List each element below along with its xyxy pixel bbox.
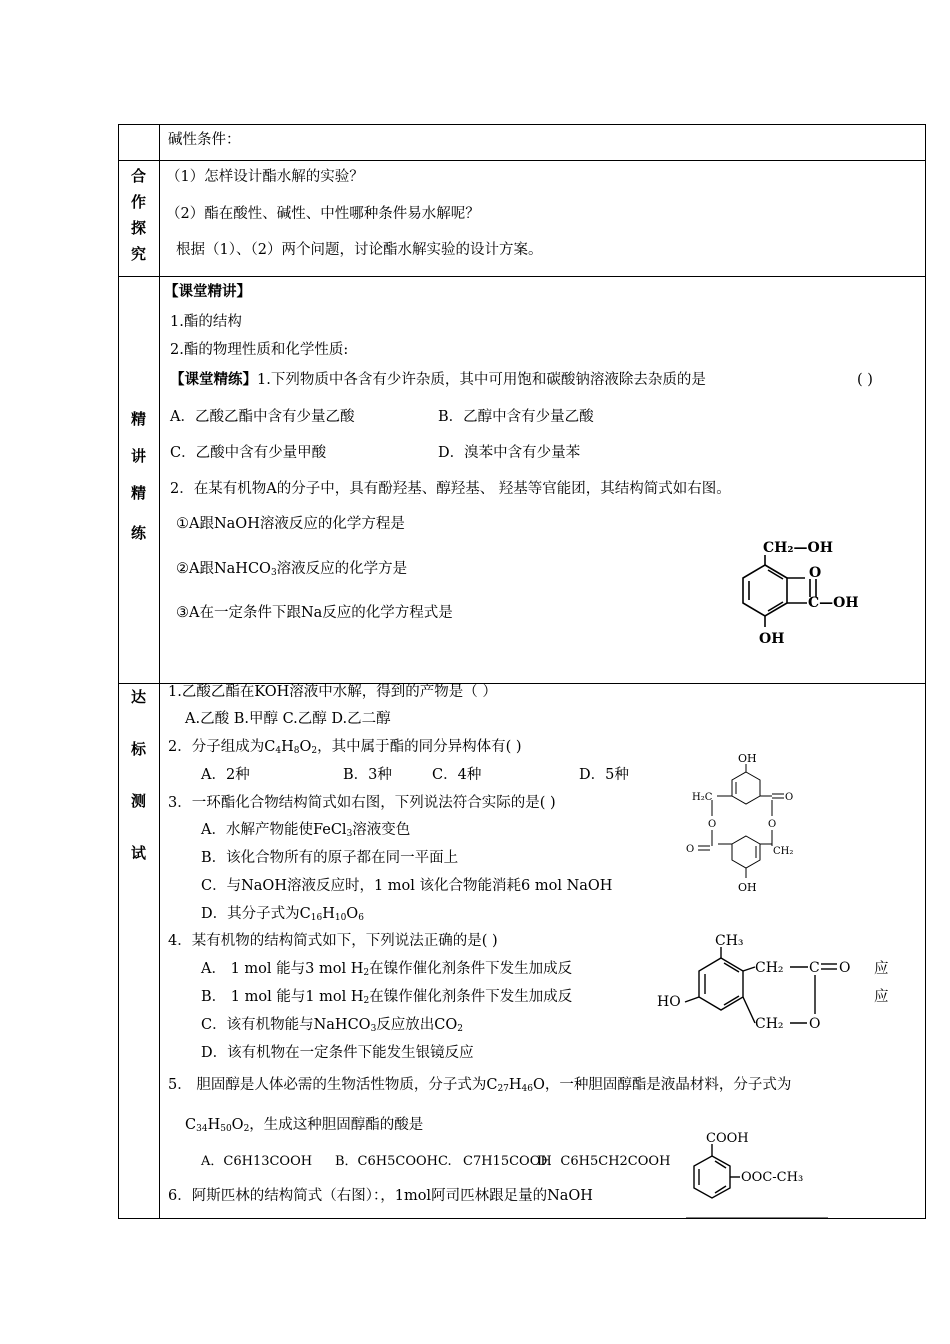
- q5-option-d: D．C6H5CH2COOH: [537, 1154, 671, 1169]
- option-b: B．乙醇中含有少量乙酸: [438, 409, 594, 425]
- carboxyl-label: C—OH: [808, 595, 859, 611]
- question-1: （1）怎样设计酯水解的实验？: [166, 169, 364, 185]
- side-char: 合: [130, 167, 146, 185]
- q3-option-a: A．水解产物能使FeCl$_3$溶液变色: [201, 822, 411, 839]
- alkaline-condition-label: 碱性条件：: [168, 132, 241, 148]
- side-char: 达: [130, 688, 146, 706]
- side-char: 探: [130, 219, 146, 237]
- test-question-5-line-2: $C_{34}H_{50}O_2$，生成这种胆固醇酯的酸是: [185, 1117, 424, 1134]
- column-divider: [159, 124, 160, 1219]
- side-char: 标: [130, 740, 146, 758]
- q4-option-c: C．该有机物能与NaHCO$_3$反应放出$CO_2$: [201, 1017, 464, 1034]
- bottom-oh-label: OH: [738, 881, 757, 894]
- ch3-label: CH₃: [715, 933, 744, 949]
- carbonyl-o-right: O: [785, 792, 794, 803]
- exercise-2-part-3: ③A在一定条件下跟Na反应的化学方程式是: [176, 605, 453, 621]
- test-question-1-options: A.乙酸 B.甲醇 C.乙醇 D.乙二醇: [185, 711, 391, 727]
- q2-option-a: A．2种: [201, 767, 250, 783]
- lecture-point-2: 2.酯的物理性质和化学性质:: [170, 342, 349, 358]
- row-divider: [118, 276, 926, 277]
- ho-label: HO: [657, 994, 681, 1010]
- test-question-3: 3．一环酯化合物结构简式如右图，下列说法符合实际的是( ): [168, 795, 556, 811]
- ch2-label: CH₂: [773, 846, 794, 857]
- q4-option-a-end: 应: [874, 961, 889, 977]
- q4-option-a: A． 1 mol 能与3 mol $H_2$在镍作催化剂条件下发生加成反: [201, 961, 573, 978]
- q2-option-b: B．3种: [343, 767, 392, 783]
- lactone-o-label: O: [839, 960, 851, 976]
- option-d: D．溴苯中含有少量苯: [438, 445, 581, 461]
- question-2: （2）酯在酸性、碱性、中性哪种条件易水解呢？: [166, 206, 480, 222]
- side-char: 精: [130, 410, 146, 428]
- exercise-1: [170, 373, 706, 388]
- q5-option-c: C7H15COOH: [463, 1154, 552, 1169]
- exercise-label: 【课堂精练】: [170, 371, 257, 388]
- q4-option-b: B． 1 mol 能与1 mol $H_2$在镍作催化剂条件下发生加成反: [201, 989, 573, 1006]
- q3-option-b: B．该化合物所有的原子都在同一平面上: [201, 850, 459, 866]
- side-char: 作: [130, 193, 146, 211]
- exercise-2-part-2: ②A跟NaHCO$_3$溶液反应的化学方是: [176, 561, 408, 578]
- ch2oh-label: CH₂—OH: [763, 540, 833, 556]
- test-question-4: 4．某有机物的结构简式如下，下列说法正确的是( ): [168, 933, 498, 949]
- carbonyl-o-left: O: [686, 844, 695, 855]
- q3-option-d: D．其分子式为$C_{16}H_{10}O_6$: [201, 906, 364, 923]
- aspirin-structure: [686, 1128, 831, 1220]
- exercise-2-part-1: ①A跟NaOH溶液反应的化学方程是: [176, 516, 405, 532]
- phenol-oh-label: OH: [759, 631, 785, 647]
- q4-option-b-end: 应: [874, 989, 889, 1005]
- q3-option-c: C．与NaOH溶液反应时，1 mol 该化合物能消耗6 mol NaOH: [201, 878, 613, 894]
- test-question-2: 2．分子组成为$C_4H_8O_2$，其中属于酯的同分异构体有( ): [168, 739, 522, 756]
- aspirin-ester-label: OOC-CH₃: [741, 1170, 804, 1185]
- section-header: 【课堂精讲】: [164, 283, 251, 300]
- h2c-label: H₂C: [692, 792, 713, 803]
- c-label: C: [809, 960, 820, 976]
- answer-blank: ( ): [857, 372, 873, 388]
- test-question-1: 1.乙酸乙酯在KOH溶液中水解，得到的产物是（ ）: [168, 684, 497, 700]
- row-divider: [118, 160, 926, 161]
- option-c: C．乙酸中含有少量甲酸: [170, 445, 327, 461]
- ch2-bottom-label: CH₂: [755, 1016, 784, 1032]
- side-char: 练: [130, 524, 146, 542]
- carbonyl-o-label: O: [809, 565, 822, 581]
- aspirin-cooh-label: COOH: [706, 1131, 749, 1146]
- option-a: A．乙酸乙酯中含有少量乙酸: [170, 409, 355, 425]
- test-question-5: 5． 胆固醇是人体必需的生物活性物质，分子式为$C_{27}H_{46}O$，一种胆固醇酯是液晶材料，分子式为: [168, 1077, 792, 1094]
- q2-option-c: C．4种: [432, 767, 482, 783]
- ring-o-right: O: [768, 819, 777, 830]
- q4-option-d: D．该有机物在一定条件下能发生银镜反应: [201, 1045, 474, 1061]
- side-char: 精: [130, 484, 146, 502]
- exercise-2: 2．在某有机物A的分子中，具有酚羟基、醇羟基、 羟基等官能团，其结构简式如右图。: [170, 481, 731, 497]
- discussion-prompt: 根据（1）、（2）两个问题，讨论酯水解实验的设计方案。: [176, 242, 543, 258]
- q5-option-b: B．C6H5COOHC.: [335, 1154, 452, 1169]
- lactone-structure: [655, 932, 860, 1037]
- q5-option-a: A．C6H13COOH: [201, 1154, 313, 1169]
- side-char: 究: [130, 245, 146, 263]
- molecule-a-structure: [735, 535, 885, 650]
- test-question-6: 6．阿斯匹林的结构简式（右图）：，1mol阿司匹林跟足量的NaOH: [168, 1188, 593, 1204]
- ch2-top-label: CH₂: [755, 960, 784, 976]
- ring-o-left: O: [708, 819, 717, 830]
- side-char: 讲: [130, 447, 146, 465]
- cyclic-ester-structure: [680, 750, 810, 900]
- top-oh-label: OH: [738, 752, 757, 765]
- exercise-1-text: 1.下列物质中各含有少许杂质，其中可用饱和碳酸钠溶液除去杂质的是: [257, 372, 706, 388]
- ring-o-label: O: [809, 1016, 821, 1032]
- side-char: 试: [130, 844, 146, 862]
- side-char: 测: [130, 792, 146, 810]
- q2-option-d: D．5种: [579, 767, 629, 783]
- lecture-point-1: 1.酯的结构: [170, 314, 242, 330]
